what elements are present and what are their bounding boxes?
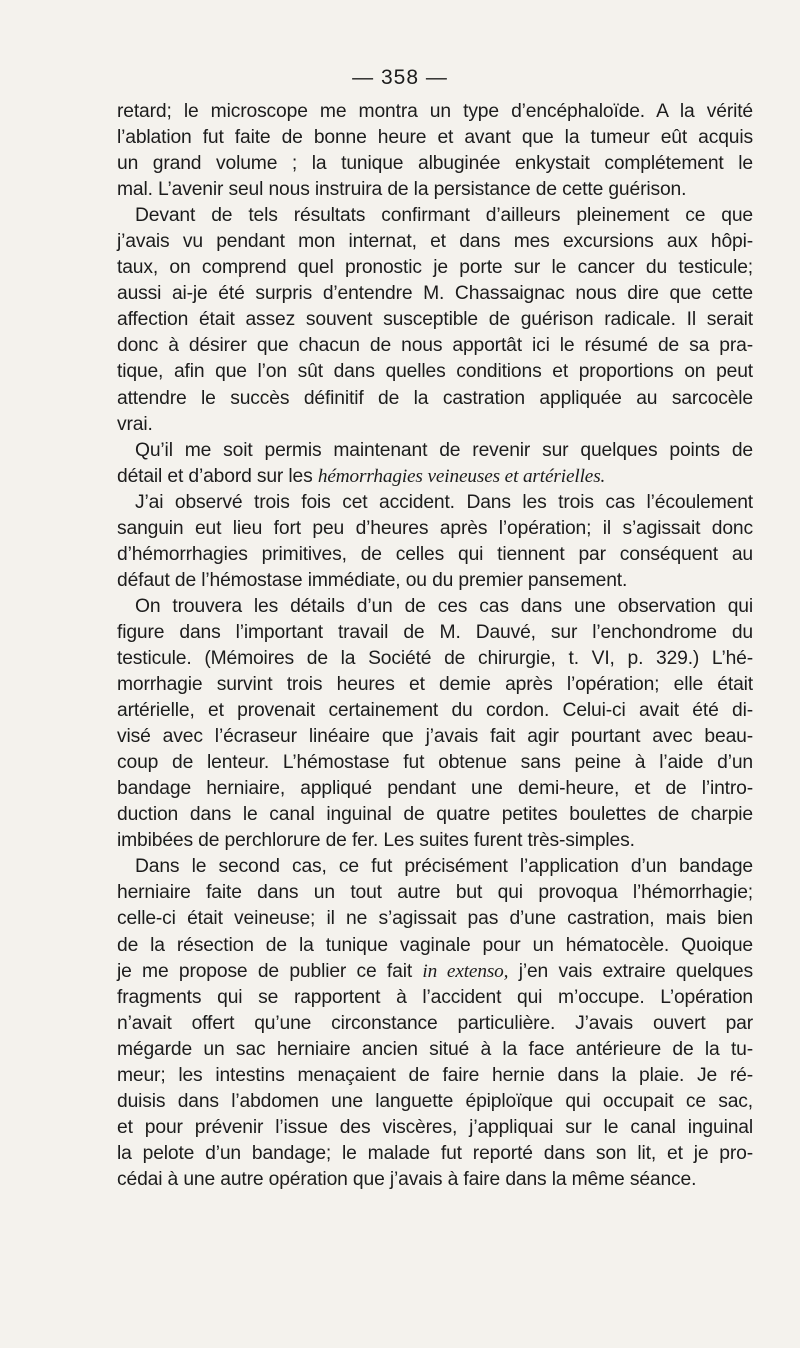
text-line: retard; le microscope me montra un type d’encéphaloïde. A la vérité (117, 101, 753, 122)
text-line: aussi ai-je été surpris d’entendre M. Chassaignac nous dire que cette (117, 283, 753, 305)
text-segment: détail et d’abord sur les (117, 465, 318, 487)
text-line: morrhagie survint trois heures et demie après l’opération; elle était (117, 674, 753, 696)
text-line: attendre le succès définitif de la castration appliquée au sarcocèle (117, 387, 753, 409)
text-line: fragments qui se rapportent à l’accident qui m’occupe. L’opération (117, 986, 753, 1008)
text-line (117, 959, 753, 985)
text-line: meur; les intestins menaçaient de faire hernie dans la plaie. Je ré- (117, 1064, 753, 1086)
text-line: l’ablation fut faite de bonne heure et avant que la tumeur eût acquis (117, 127, 753, 149)
text-line: et pour prévenir l’issue des viscères, j’appliquai sur le canal inguinal (117, 1116, 753, 1138)
text-line: défaut de l’hémostase immédiate, ou du premier pansement. (117, 569, 628, 591)
text-line: Dans le second cas, ce fut précisément l’application d’un bandage (135, 856, 753, 878)
body-text (117, 99, 753, 1193)
text-line: coup de lenteur. L’hémostase fut obtenue sans peine à l’aide d’un (117, 752, 753, 774)
text-line: artérielle, et provenait certainement du cordon. Celui-ci avait été di- (117, 700, 753, 722)
text-line: duisis dans l’abdomen une languette épiploïque qui occupait ce sac, (117, 1090, 753, 1112)
text-line: affection était assez souvent susceptible de guérison radicale. Il serait (117, 309, 753, 331)
text-line: On trouvera les détails d’un de ces cas dans une observation qui (135, 595, 753, 617)
text-line: un grand volume ; la tunique albuginée enkystait complétement le (117, 153, 753, 175)
text-line: Devant de tels résultats confirmant d’ailleurs pleinement ce que (135, 205, 753, 227)
text-line: mal. L’avenir seul nous instruira de la persistance de cette guérison. (117, 179, 687, 201)
text-line: figure dans l’important travail de M. Dauvé, sur l’enchondrome du (117, 621, 753, 643)
text-line: imbibées de perchlorure de fer. Les suites furent très-simples. (117, 830, 635, 852)
text-line: testicule. (Mémoires de la Société de chirurgie, t. VI, p. 329.) L’hé- (117, 647, 753, 669)
text-line: vrai. (117, 413, 153, 435)
text-line: celle-ci était veineuse; il ne s’agissait pas d’une castration, mais bien (117, 908, 753, 930)
text-line: J’ai observé trois fois cet accident. Dans les trois cas l’écoulement (135, 491, 753, 513)
text-line: sanguin eut lieu fort peu d’heures après l’opération; il s’agissait donc (117, 517, 753, 539)
text-line: donc à désirer que chacun de nous apportât ici le résumé de sa pra- (117, 335, 753, 357)
text-line: cédai à une autre opération que j’avais à faire dans la même séance. (117, 1168, 697, 1190)
text-line: herniaire faite dans un tout autre but qui provoqua l’hémorrhagie; (117, 882, 753, 904)
text-line: la pelote d’un bandage; le malade fut reporté dans son lit, et je pro- (117, 1142, 753, 1164)
text-line: n’avait offert qu’une circonstance particulière. J’avais ouvert par (117, 1012, 753, 1034)
text-segment: je me propose de publier ce fait (117, 960, 423, 982)
italic-text: hémorrhagies veineuses et artérielles. (317, 465, 606, 487)
text-line: duction dans le canal inguinal de quatre petites boulettes de charpie (117, 804, 753, 826)
text-line: visé avec l’écraseur linéaire que j’avais fait agir pourtant avec beau- (117, 726, 753, 748)
text-line (117, 464, 753, 490)
text-segment: j’en vais extraire quelques (508, 960, 753, 982)
text-line: j’avais vu pendant mon internat, et dans mes excursions aux hôpi- (117, 231, 753, 253)
text-line: Qu’il me soit permis maintenant de revenir sur quelques points de (135, 439, 753, 461)
text-line: mégarde un sac herniaire ancien situé à la face antérieure de la tu- (117, 1038, 753, 1060)
text-line: tique, afin que l’on sût dans quelles conditions et proportions on peut (117, 361, 753, 383)
text-line: d’hémorrhagies primitives, de celles qui tiennent par conséquent au (117, 543, 753, 565)
text-line: de la résection de la tunique vaginale pour un hématocèle. Quoique (117, 934, 753, 956)
text-line: taux, on comprend quel pronostic je porte sur le cancer du testicule; (117, 257, 753, 279)
italic-text: in extenso, (422, 960, 509, 982)
page-number: — 358 — (352, 66, 448, 89)
text-line: bandage herniaire, appliqué pendant une demi-heure, et de l’intro- (117, 778, 753, 800)
